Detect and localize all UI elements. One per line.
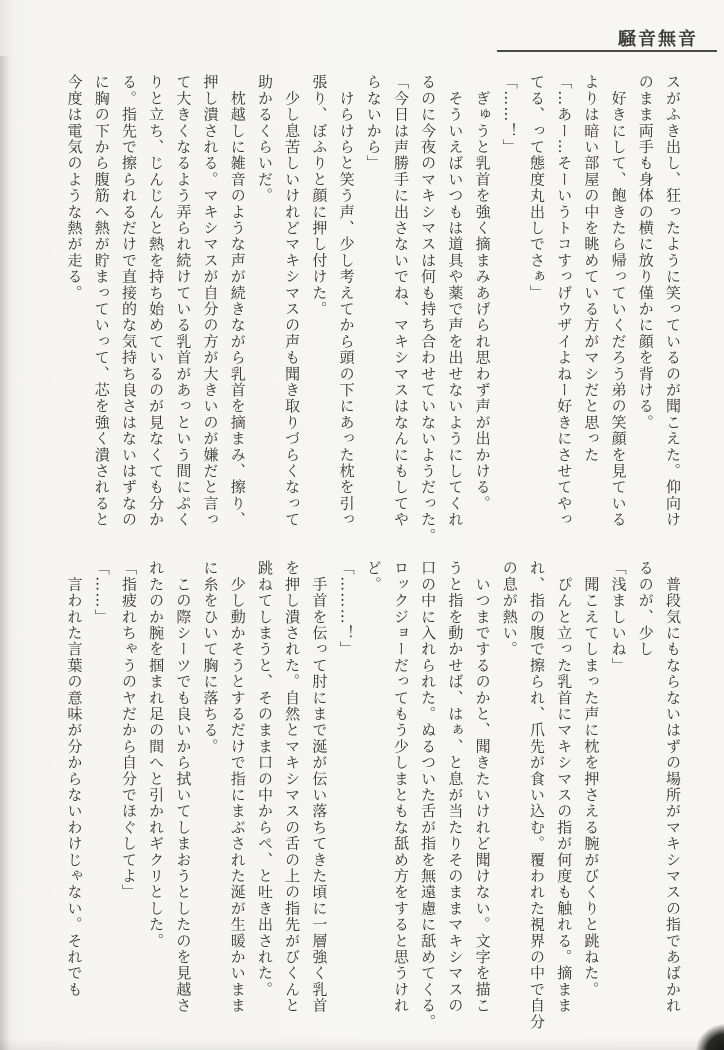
text-column: れたのか腕を掴まれ足の間へと引かれギクリとした。 xyxy=(147,560,166,949)
text-column: る。指先で擦られるだけで直接的な気持ち良さはないはずなの xyxy=(119,74,138,528)
text-column: ぴんと立った乳首にマキシマスの指が何度も触れる。摘まま xyxy=(555,560,574,1014)
text-column: を押し潰された。自然とマキシマスの舌の上の指先がびくんと xyxy=(283,560,302,1014)
text-column: 「……」 xyxy=(92,560,111,625)
text-column: るのに今夜のマキシマスは何も持ち合わせていないようだった。 xyxy=(419,74,438,544)
text-column: 「今日は声勝手に出さないでね、マキシマスはなんにもしてや xyxy=(391,74,410,528)
text-column: 手首を伝って肘にまで涎が伝い落ちてきた頃に一層強く乳首 xyxy=(310,560,329,1014)
text-column: 枕越しに雑音のような声が続きながら乳首を摘まみ、擦り、 xyxy=(228,74,247,528)
scan-corner-shadow xyxy=(696,1024,724,1050)
text-column: 今度は電気のような熱が走る。 xyxy=(65,74,84,301)
text-column: けらけらと笑う声、少し考えてから頭の下にあった枕を引っ xyxy=(337,74,356,528)
text-column: 「………！」 xyxy=(337,560,356,658)
page-title: 騒音無音 xyxy=(618,29,698,50)
text-column: 少し動かそうとするだけで指にまぶされた涎が生暖かいまま xyxy=(228,560,247,1014)
text-column: 普段気にもならないはずの場所がマキシマスの指であばかれ xyxy=(664,560,682,1014)
text-column: ぎゅうと乳首を強く摘まみあげられ思わず声が出かける。 xyxy=(473,74,492,512)
text-column: 好きにして、飽きたら帰っていくだろう弟の笑顔を見ている xyxy=(609,74,628,528)
text-column: 「指疲れちゃうのヤだから自分でほぐしてよ」 xyxy=(119,560,138,901)
text-column: ロックジョーだってもう少しまともな舐め方をすると思うけれ xyxy=(391,560,410,1014)
text-column: のまま両手も身体の横に放り僅かに顔を背ける。 xyxy=(636,74,655,431)
text-column: て大きくなるよう弄られ続けている乳首があっという間にぷく xyxy=(174,74,193,528)
header-rule xyxy=(497,50,717,52)
text-column: 「浅ましいね」 xyxy=(609,560,628,674)
text-column: の息が熱い。 xyxy=(500,560,519,658)
scan-edge-shadow-left xyxy=(0,56,10,1050)
text-column: 「…あー…そーいうトコすっげウザイよねー好きにさせてやっ xyxy=(555,74,574,528)
lower-text-block xyxy=(60,560,686,1040)
text-column: りと立ち、じんじんと熱を持ち始めているのが見なくても分か xyxy=(147,74,166,528)
text-column: れ、指の腹で擦られ、爪先が食い込む。覆われた視界の中で自分 xyxy=(527,560,546,1030)
text-column: 「……！」 xyxy=(500,74,519,155)
text-column: てる、って態度丸出しでさぁ」 xyxy=(527,74,546,301)
text-column: 口の中に入れられた。ぬるついた舌が指を無遠慮に舐めてくる。 xyxy=(419,560,438,1030)
text-column: に胸の下から腹筋へ熱が貯まっていって、芯を強く潰されると xyxy=(92,74,111,528)
text-column: るのが、少し xyxy=(636,560,655,658)
text-column: に糸をひいて胸に落ちる。 xyxy=(201,560,220,755)
text-column: 跳ねてしまうと、そのまま口の中からぺ、と吐き出された。 xyxy=(255,560,274,998)
text-column: いつまでするのかと、聞きたいけれど聞けない。文字を描こ xyxy=(473,560,492,1014)
text-column: 助かるくらいだ。 xyxy=(255,74,274,204)
upper-text-block xyxy=(60,74,686,554)
text-column: スがふき出し、狂ったように笑っているのが聞こえた。仰向け xyxy=(664,74,682,528)
text-column: 言われた言葉の意味が分からないわけじゃない。それでも xyxy=(65,560,84,998)
text-column: ど。 xyxy=(364,560,383,593)
text-column: 聞こえてしまった声に枕を押さえる腕がびくりと跳ねた。 xyxy=(582,560,601,998)
text-column: よりは暗い部屋の中を眺めている方がマシだと思った xyxy=(582,74,601,463)
text-column: らないから」 xyxy=(364,74,383,172)
text-column: 少し息苦しいけれどマキシマスの声も聞き取りづらくなって xyxy=(283,74,302,528)
text-column: 張り、ぼふりと顔に押し付けた。 xyxy=(310,74,329,317)
text-column: そういえばいつもは道具や薬で声を出せないようにしてくれ xyxy=(446,74,465,528)
text-column: うと指を動かせば、はぁ、と息が当たりそのままマキシマスの xyxy=(446,560,465,1014)
text-column: 押し潰される。マキシマスが自分の方が大きいのが嫌だと言っ xyxy=(201,74,220,528)
text-column: この際シーツでも良いから拭いてしまおうとしたのを見越さ xyxy=(174,560,193,1014)
